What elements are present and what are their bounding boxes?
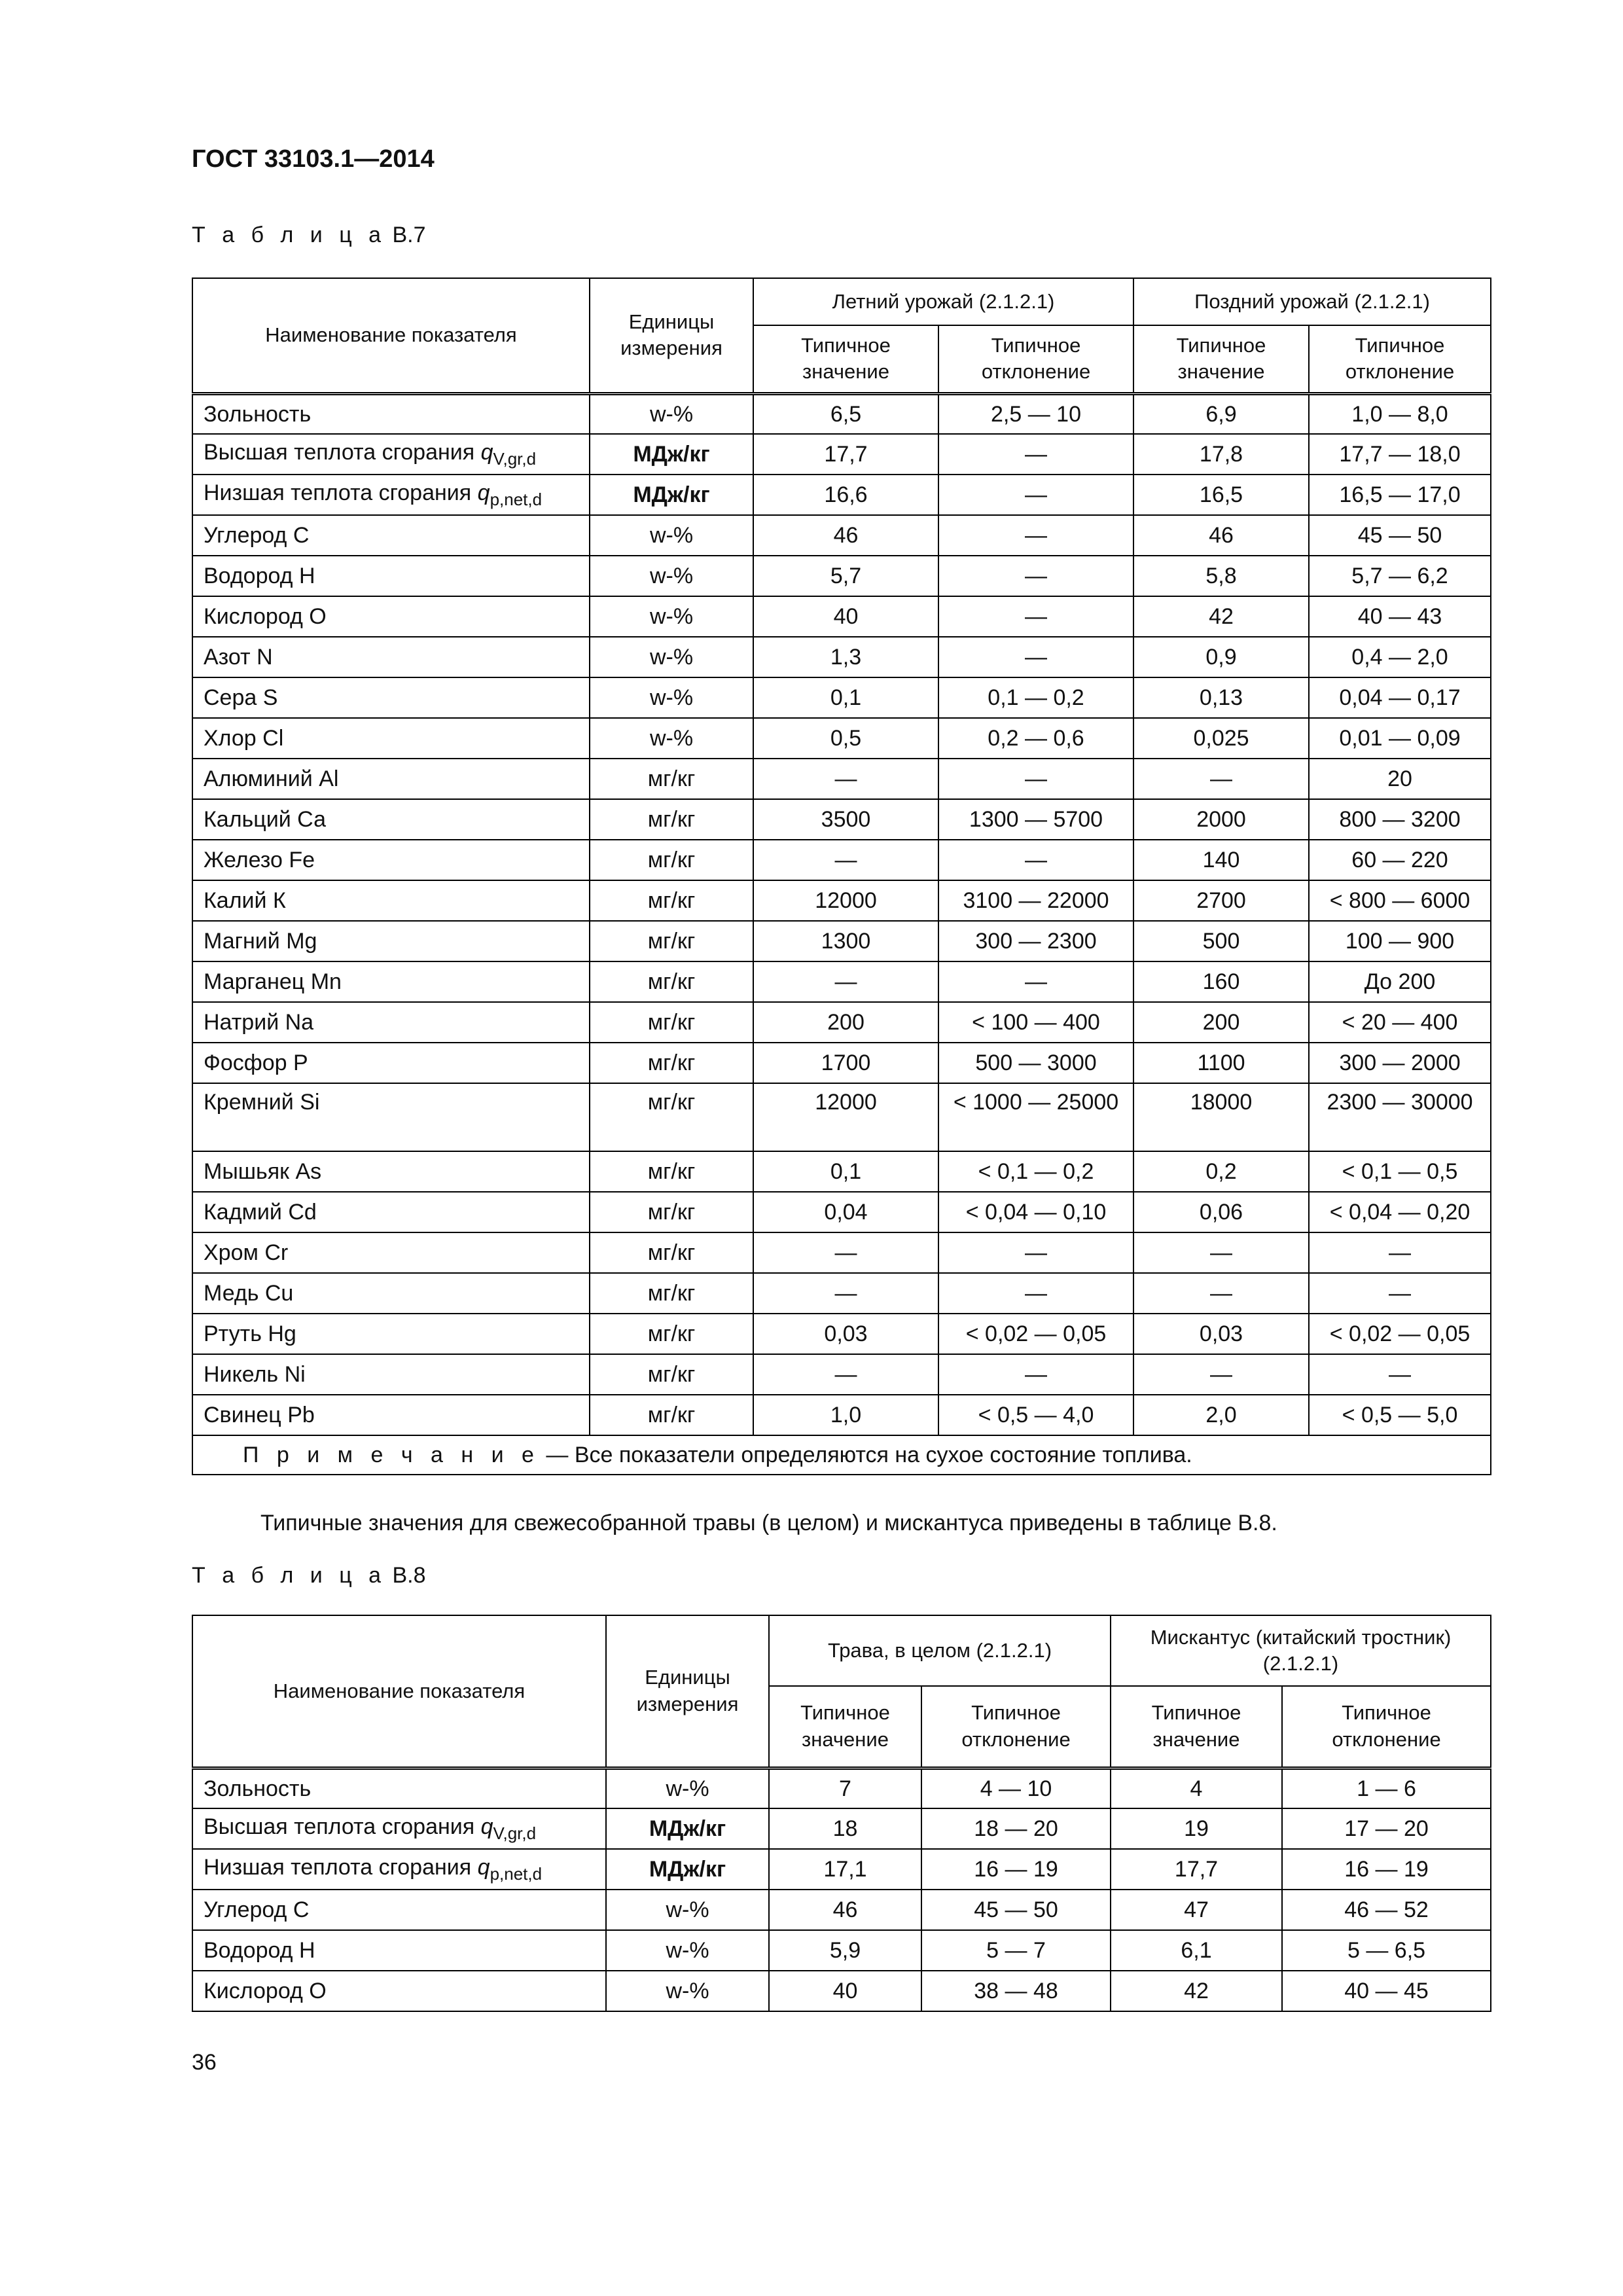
table-row <box>192 1043 1491 1083</box>
indicator-label: Зольность <box>204 401 312 427</box>
indicator-label: Углерод С <box>204 522 310 548</box>
symbol: q <box>477 480 490 506</box>
col-header-name: Наименование показателя <box>192 278 590 393</box>
deviation-cell: — <box>1309 1273 1491 1314</box>
indicator-name <box>192 515 590 556</box>
note-label: П р и м е ч а н и е <box>243 1442 540 1467</box>
deviation-cell: < 0,5 — 5,0 <box>1309 1395 1491 1435</box>
indicator-label: Мышьяк As <box>204 1158 322 1184</box>
deviation-cell: 5 — 7 <box>921 1930 1111 1971</box>
value-cell: 0,9 <box>1133 637 1309 677</box>
value-cell: — <box>753 840 938 880</box>
value-cell: — <box>753 961 938 1002</box>
deviation-cell: 20 <box>1309 759 1491 799</box>
indicator-label: Калий К <box>204 888 286 913</box>
value-cell: 18000 <box>1133 1083 1309 1151</box>
table-row <box>192 759 1491 799</box>
col-header-miscanthus: Мискантус (китайский тростник) (2.1.2.1) <box>1111 1615 1491 1686</box>
deviation-cell: 16,5 — 17,0 <box>1309 475 1491 515</box>
value-cell: 5,8 <box>1133 556 1309 596</box>
unit-cell: w-% <box>590 637 753 677</box>
value-cell: 46 <box>769 1890 921 1930</box>
value-cell: 0,2 <box>1133 1151 1309 1192</box>
value-cell: 42 <box>1111 1971 1282 2011</box>
value-cell: 2,0 <box>1133 1395 1309 1435</box>
table-row <box>192 1971 1491 2011</box>
deviation-cell: 300 — 2300 <box>938 921 1133 961</box>
deviation-cell: 16 — 19 <box>1282 1849 1491 1890</box>
deviation-cell: — <box>938 434 1133 475</box>
deviation-cell: 300 — 2000 <box>1309 1043 1491 1083</box>
caption-number: В.7 <box>392 223 426 247</box>
table-row <box>192 1273 1491 1314</box>
deviation-cell: До 200 <box>1309 961 1491 1002</box>
table-row <box>192 1849 1491 1890</box>
indicator-name <box>192 1395 590 1435</box>
col-header-typical-value: Типичное значение <box>769 1686 921 1768</box>
col-header-typical-deviation: Типичное отклонение <box>1282 1686 1491 1768</box>
deviation-cell: < 1000 — 25000 <box>938 1083 1133 1151</box>
indicator-label: Ртуть Hg <box>204 1321 296 1346</box>
indicator-name <box>192 393 590 434</box>
deviation-cell: 3100 — 22000 <box>938 880 1133 921</box>
col-header-late-harvest: Поздний урожай (2.1.2.1) <box>1133 278 1491 325</box>
deviation-cell: 0,4 — 2,0 <box>1309 637 1491 677</box>
table-row <box>192 1151 1491 1192</box>
value-cell: 0,025 <box>1133 718 1309 759</box>
indicator-name <box>192 1043 590 1083</box>
deviation-cell: < 100 — 400 <box>938 1002 1133 1043</box>
deviation-cell: 17,7 — 18,0 <box>1309 434 1491 475</box>
deviation-cell: < 0,04 — 0,10 <box>938 1192 1133 1232</box>
col-header-typical-deviation: Типичное отклонение <box>1309 325 1491 393</box>
unit-cell: мг/кг <box>590 1002 753 1043</box>
table-row <box>192 393 1491 434</box>
indicator-label: Кислород О <box>204 603 327 629</box>
unit-cell: w-% <box>606 1930 769 1971</box>
indicator-label: Зольность <box>204 1776 312 1801</box>
symbol-subscript: p,net,d <box>490 490 543 509</box>
indicator-name <box>192 1971 606 2011</box>
col-header-typical-deviation: Типичное отклонение <box>921 1686 1111 1768</box>
deviation-cell: 40 — 45 <box>1282 1971 1491 2011</box>
deviation-cell: 45 — 50 <box>1309 515 1491 556</box>
deviation-cell: — <box>938 759 1133 799</box>
deviation-cell: < 0,1 — 0,5 <box>1309 1151 1491 1192</box>
indicator-label: Хлор Cl <box>204 725 284 751</box>
value-cell: 2000 <box>1133 799 1309 840</box>
deviation-cell: 5 — 6,5 <box>1282 1930 1491 1971</box>
unit-cell: w-% <box>606 1971 769 2011</box>
indicator-name <box>192 1314 590 1354</box>
value-cell: 0,5 <box>753 718 938 759</box>
value-cell: 16,5 <box>1133 475 1309 515</box>
deviation-cell: — <box>938 1273 1133 1314</box>
table-row <box>192 434 1491 475</box>
deviation-cell: 1,0 — 8,0 <box>1309 393 1491 434</box>
indicator-label: Свинец Pb <box>204 1402 315 1427</box>
value-cell: 5,9 <box>769 1930 921 1971</box>
value-cell: 12000 <box>753 880 938 921</box>
col-header-typical-value: Типичное значение <box>1111 1686 1282 1768</box>
col-header-typical-value: Типичное значение <box>753 325 938 393</box>
unit-cell: w-% <box>590 718 753 759</box>
caption-prefix: Т а б л и ц а <box>192 223 387 247</box>
deviation-cell: 16 — 19 <box>921 1849 1111 1890</box>
value-cell: 6,1 <box>1111 1930 1282 1971</box>
value-cell: 5,7 <box>753 556 938 596</box>
caption-prefix: Т а б л и ц а <box>192 1563 387 1588</box>
deviation-cell: 0,01 — 0,09 <box>1309 718 1491 759</box>
indicator-label: Водород Н <box>204 1937 315 1963</box>
indicator-label: Низшая теплота сгорания <box>204 1855 472 1880</box>
indicator-name <box>192 596 590 637</box>
indicator-label: Азот N <box>204 644 273 670</box>
table-row <box>192 637 1491 677</box>
deviation-cell: 2,5 — 10 <box>938 393 1133 434</box>
indicator-name <box>192 1890 606 1930</box>
indicator-label: Железо Fe <box>204 847 315 872</box>
unit-cell: мг/кг <box>590 759 753 799</box>
indicator-label: Хром Cr <box>204 1240 289 1265</box>
table-b7-note <box>192 1435 1491 1475</box>
value-cell: 200 <box>753 1002 938 1043</box>
unit-cell: мг/кг <box>590 799 753 840</box>
unit-cell: w-% <box>606 1890 769 1930</box>
value-cell: 12000 <box>753 1083 938 1151</box>
value-cell: 42 <box>1133 596 1309 637</box>
unit-cell: МДж/кг <box>606 1849 769 1890</box>
value-cell: 0,1 <box>753 1151 938 1192</box>
table-b7-caption <box>192 223 426 248</box>
note-text: — Все показатели определяются на сухое состояние топлива. <box>539 1442 1192 1467</box>
deviation-cell: 2300 — 30000 <box>1309 1083 1491 1151</box>
table-row <box>192 880 1491 921</box>
col-header-typical-deviation: Типичное отклонение <box>938 325 1133 393</box>
deviation-cell: < 0,1 — 0,2 <box>938 1151 1133 1192</box>
indicator-label: Высшая теплота сгорания <box>204 440 475 465</box>
deviation-cell: — <box>1309 1232 1491 1273</box>
table-row <box>192 1808 1491 1849</box>
indicator-label: Водород Н <box>204 563 315 588</box>
table-b7 <box>192 278 1491 1475</box>
value-cell: 160 <box>1133 961 1309 1002</box>
value-cell: 17,1 <box>769 1849 921 1890</box>
deviation-cell: 0,1 — 0,2 <box>938 677 1133 718</box>
value-cell: 19 <box>1111 1808 1282 1849</box>
deviation-cell: < 20 — 400 <box>1309 1002 1491 1043</box>
indicator-name <box>192 880 590 921</box>
value-cell: 17,7 <box>1111 1849 1282 1890</box>
table-row <box>192 1930 1491 1971</box>
indicator-name <box>192 799 590 840</box>
value-cell: 1300 <box>753 921 938 961</box>
col-header-unit: Единицы измерения <box>590 278 753 393</box>
indicator-name <box>192 677 590 718</box>
deviation-cell: — <box>938 637 1133 677</box>
value-cell: 0,04 <box>753 1192 938 1232</box>
deviation-cell: — <box>938 961 1133 1002</box>
deviation-cell: < 0,04 — 0,20 <box>1309 1192 1491 1232</box>
indicator-label: Кадмий Cd <box>204 1199 317 1225</box>
table-row <box>192 1232 1491 1273</box>
unit-cell: w-% <box>590 515 753 556</box>
indicator-name <box>192 1151 590 1192</box>
indicator-label: Кремний Si <box>204 1090 320 1115</box>
table-row <box>192 1083 1491 1151</box>
indicator-name <box>192 1930 606 1971</box>
unit-cell: МДж/кг <box>590 434 753 475</box>
indicator-name <box>192 1192 590 1232</box>
unit-cell: w-% <box>590 677 753 718</box>
table-row <box>192 1002 1491 1043</box>
unit-cell: МДж/кг <box>606 1808 769 1849</box>
value-cell: 200 <box>1133 1002 1309 1043</box>
value-cell: 16,6 <box>753 475 938 515</box>
table-row <box>192 1768 1491 1808</box>
deviation-cell: 45 — 50 <box>921 1890 1111 1930</box>
value-cell: 46 <box>753 515 938 556</box>
indicator-label: Никель Ni <box>204 1361 306 1387</box>
value-cell: 1,0 <box>753 1395 938 1435</box>
indicator-name <box>192 434 590 475</box>
indicator-label: Сера S <box>204 685 278 710</box>
value-cell: 0,13 <box>1133 677 1309 718</box>
value-cell: 40 <box>769 1971 921 2011</box>
table-row <box>192 921 1491 961</box>
deviation-cell: 0,2 — 0,6 <box>938 718 1133 759</box>
deviation-cell: — <box>938 556 1133 596</box>
deviation-cell: < 800 — 6000 <box>1309 880 1491 921</box>
indicator-label: Магний Mg <box>204 928 317 954</box>
deviation-cell: — <box>938 840 1133 880</box>
indicator-label: Высшая теплота сгорания <box>204 1814 475 1840</box>
col-header-summer-harvest: Летний урожай (2.1.2.1) <box>753 278 1133 325</box>
value-cell: — <box>1133 1273 1309 1314</box>
value-cell: 0,06 <box>1133 1192 1309 1232</box>
deviation-cell: < 0,5 — 4,0 <box>938 1395 1133 1435</box>
deviation-cell: 100 — 900 <box>1309 921 1491 961</box>
deviation-cell: 18 — 20 <box>921 1808 1111 1849</box>
unit-cell: мг/кг <box>590 1192 753 1232</box>
indicator-label: Кальций Са <box>204 806 327 832</box>
symbol-subscript: V,gr,d <box>493 449 537 469</box>
indicator-name <box>192 637 590 677</box>
document-header: ГОСТ 33103.1—2014 <box>192 145 435 173</box>
deviation-cell: 0,04 — 0,17 <box>1309 677 1491 718</box>
symbol: q <box>480 1814 493 1840</box>
table-b8 <box>192 1615 1491 2012</box>
value-cell: 500 <box>1133 921 1309 961</box>
deviation-cell: — <box>938 515 1133 556</box>
table-row <box>192 840 1491 880</box>
deviation-cell: 17 — 20 <box>1282 1808 1491 1849</box>
value-cell: 1700 <box>753 1043 938 1083</box>
indicator-name <box>192 556 590 596</box>
col-header-typical-value: Типичное значение <box>1133 325 1309 393</box>
table-row <box>192 1395 1491 1435</box>
deviation-cell: — <box>938 475 1133 515</box>
value-cell: 0,1 <box>753 677 938 718</box>
value-cell: 0,03 <box>753 1314 938 1354</box>
value-cell: 4 <box>1111 1768 1282 1808</box>
table-row <box>192 515 1491 556</box>
table-b8-caption <box>192 1563 426 1588</box>
symbol: q <box>480 440 493 465</box>
table-b8-body <box>192 1768 1491 2011</box>
value-cell: — <box>1133 1354 1309 1395</box>
deviation-cell: 46 — 52 <box>1282 1890 1491 1930</box>
value-cell: 7 <box>769 1768 921 1808</box>
unit-cell: мг/кг <box>590 1273 753 1314</box>
unit-cell: мг/кг <box>590 1314 753 1354</box>
table-row <box>192 596 1491 637</box>
value-cell: 47 <box>1111 1890 1282 1930</box>
value-cell: 17,7 <box>753 434 938 475</box>
indicator-label: Алюминий Al <box>204 766 339 791</box>
col-header-name: Наименование показателя <box>192 1615 606 1768</box>
unit-cell: мг/кг <box>590 1395 753 1435</box>
indicator-name <box>192 961 590 1002</box>
table-row <box>192 677 1491 718</box>
table-row <box>192 475 1491 515</box>
caption-number: В.8 <box>392 1563 426 1588</box>
indicator-label: Фосфор Р <box>204 1050 308 1075</box>
deviation-cell: < 0,02 — 0,05 <box>938 1314 1133 1354</box>
table-row <box>192 1192 1491 1232</box>
value-cell: 6,5 <box>753 393 938 434</box>
table-row <box>192 556 1491 596</box>
indicator-label: Марганец Mn <box>204 969 342 994</box>
table-b7-body <box>192 393 1491 1435</box>
deviation-cell: — <box>938 1354 1133 1395</box>
indicator-name <box>192 921 590 961</box>
indicator-name <box>192 1849 606 1890</box>
deviation-cell: 1300 — 5700 <box>938 799 1133 840</box>
value-cell: 0,03 <box>1133 1314 1309 1354</box>
indicator-label: Низшая теплота сгорания <box>204 480 472 506</box>
indicator-name <box>192 1273 590 1314</box>
indicator-name <box>192 475 590 515</box>
indicator-name <box>192 1002 590 1043</box>
value-cell: 18 <box>769 1808 921 1849</box>
table-row <box>192 1314 1491 1354</box>
deviation-cell: — <box>938 1232 1133 1273</box>
deviation-cell: < 0,02 — 0,05 <box>1309 1314 1491 1354</box>
table-row <box>192 799 1491 840</box>
page-number: 36 <box>192 2050 217 2075</box>
col-header-grass: Трава, в целом (2.1.2.1) <box>769 1615 1111 1686</box>
value-cell: 6,9 <box>1133 393 1309 434</box>
deviation-cell: — <box>1309 1354 1491 1395</box>
unit-cell: мг/кг <box>590 1083 753 1151</box>
deviation-cell: — <box>938 596 1133 637</box>
table-row <box>192 1354 1491 1395</box>
indicator-name <box>192 840 590 880</box>
indicator-name <box>192 759 590 799</box>
deviation-cell: 38 — 48 <box>921 1971 1111 2011</box>
unit-cell: мг/кг <box>590 1354 753 1395</box>
table-row <box>192 1890 1491 1930</box>
unit-cell: МДж/кг <box>590 475 753 515</box>
deviation-cell: 40 — 43 <box>1309 596 1491 637</box>
table-row <box>192 961 1491 1002</box>
deviation-cell: 800 — 3200 <box>1309 799 1491 840</box>
deviation-cell: 5,7 — 6,2 <box>1309 556 1491 596</box>
paragraph-text: Типичные значения для свежесобранной травы (в целом) и мискантуса приведены в таблице В.8. <box>260 1511 1277 1535</box>
indicator-name <box>192 1808 606 1849</box>
col-header-unit: Единицы измерения <box>606 1615 769 1768</box>
indicator-label: Кислород О <box>204 1978 327 2003</box>
unit-cell: мг/кг <box>590 1232 753 1273</box>
value-cell: — <box>753 1273 938 1314</box>
table-row <box>192 718 1491 759</box>
value-cell: 40 <box>753 596 938 637</box>
unit-cell: мг/кг <box>590 1043 753 1083</box>
value-cell: 1,3 <box>753 637 938 677</box>
unit-cell: мг/кг <box>590 880 753 921</box>
value-cell: 17,8 <box>1133 434 1309 475</box>
value-cell: — <box>753 1232 938 1273</box>
unit-cell: w-% <box>606 1768 769 1808</box>
unit-cell: w-% <box>590 596 753 637</box>
indicator-label: Углерод С <box>204 1897 310 1922</box>
symbol: q <box>477 1855 490 1880</box>
value-cell: 3500 <box>753 799 938 840</box>
unit-cell: w-% <box>590 393 753 434</box>
value-cell: 46 <box>1133 515 1309 556</box>
indicator-name <box>192 1354 590 1395</box>
value-cell: — <box>1133 1232 1309 1273</box>
unit-cell: мг/кг <box>590 921 753 961</box>
unit-cell: мг/кг <box>590 1151 753 1192</box>
value-cell: 1100 <box>1133 1043 1309 1083</box>
unit-cell: мг/кг <box>590 961 753 1002</box>
unit-cell: мг/кг <box>590 840 753 880</box>
deviation-cell: 1 — 6 <box>1282 1768 1491 1808</box>
value-cell: — <box>1133 759 1309 799</box>
deviation-cell: 4 — 10 <box>921 1768 1111 1808</box>
symbol-subscript: p,net,d <box>490 1864 543 1884</box>
indicator-name <box>192 1083 590 1151</box>
indicator-label: Натрий Na <box>204 1009 314 1035</box>
indicator-name <box>192 718 590 759</box>
deviation-cell: 60 — 220 <box>1309 840 1491 880</box>
value-cell: 2700 <box>1133 880 1309 921</box>
unit-cell: w-% <box>590 556 753 596</box>
value-cell: — <box>753 759 938 799</box>
indicator-name <box>192 1232 590 1273</box>
indicator-name <box>192 1768 606 1808</box>
indicator-label: Медь Cu <box>204 1280 294 1306</box>
value-cell: — <box>753 1354 938 1395</box>
symbol-subscript: V,gr,d <box>493 1823 537 1843</box>
value-cell: 140 <box>1133 840 1309 880</box>
deviation-cell: 500 — 3000 <box>938 1043 1133 1083</box>
